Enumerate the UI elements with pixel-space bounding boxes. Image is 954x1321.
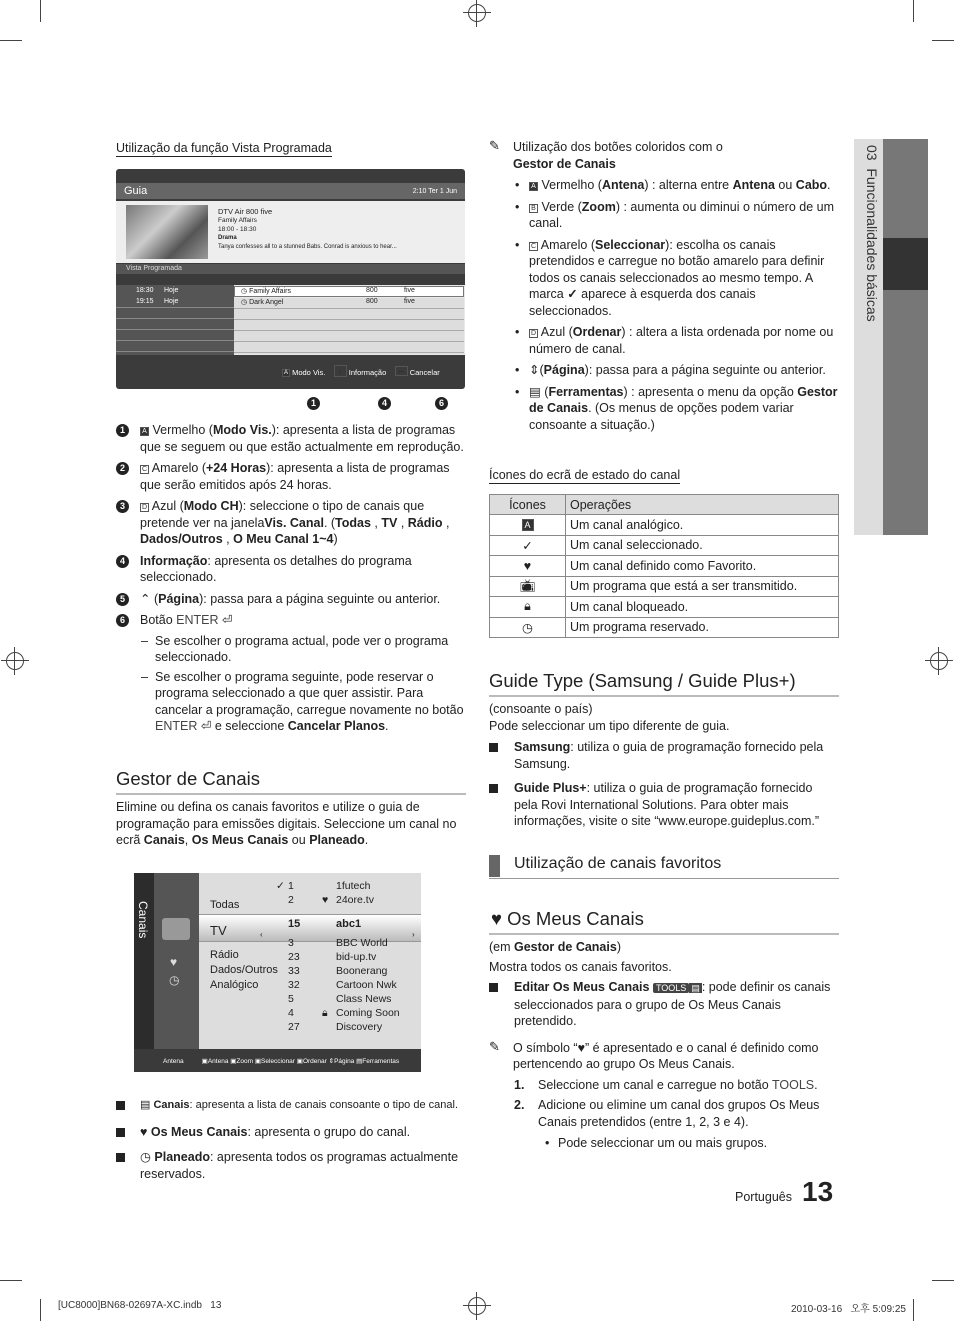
text: O símbolo “♥” é apresentado e o canal é definido como pertencendo ao grupo Os Meus Canais.: [513, 1040, 819, 1071]
table-cell: Um programa reservado.: [566, 617, 839, 638]
bullet-dot: •: [515, 325, 520, 339]
antena-button[interactable]: Antena: [207, 1058, 229, 1065]
heart-icon: ♥: [322, 894, 329, 906]
blue-key-icon: D: [141, 504, 148, 511]
yellow-key-icon: C: [530, 242, 537, 250]
label-bold: Página: [543, 363, 585, 377]
step-number: 1.: [514, 1077, 525, 1092]
label-bold: +24 Horas: [205, 461, 267, 475]
text: ) : alterna entre: [644, 178, 733, 192]
canais-screenshot: [134, 873, 421, 1072]
table-row: [490, 576, 839, 597]
text: : apresenta os detalhes do programa seleccionado.: [140, 553, 412, 584]
text: ) : aumenta ou diminui o número de um canal.: [529, 199, 834, 230]
list-item: [489, 979, 839, 1030]
category-todas[interactable]: Todas: [210, 899, 240, 911]
meus-title-box: [489, 908, 839, 935]
text: Azul (: [151, 499, 184, 513]
channel-number: 2: [288, 894, 294, 906]
channel-name: BBC World: [336, 937, 388, 949]
enter-key-icon: ⏎: [222, 613, 233, 627]
text: Amarelo (: [151, 461, 206, 475]
label-bold: Guide Plus+: [514, 781, 587, 795]
channel-name: Boonerang: [336, 965, 388, 977]
text: ): [616, 940, 621, 954]
text: (: [544, 384, 549, 399]
dash-item: – Se escolher o programa seguinte, pode reservar o programa seleccionado a que quer assistir. Para cancelar a programação, carregue novamente no botão ENTER ⏎ e seleccione Cancelar Planos.: [141, 669, 464, 733]
crop-mark: [932, 40, 954, 41]
text: ): passa para a página seguinte ou anterior.: [584, 363, 826, 377]
program-time: 18:00 - 18:30: [218, 226, 257, 233]
channel-number: 4: [288, 1007, 294, 1019]
ferramentas-button[interactable]: Ferramentas: [362, 1058, 400, 1065]
callout-1: 1: [307, 397, 320, 410]
check-icon: ✓: [522, 538, 533, 553]
channel-number: 3: [288, 937, 294, 949]
check-icon: ✓: [276, 880, 285, 892]
label-bold: Seleccionar: [594, 237, 666, 252]
bullet-dot: •: [515, 178, 520, 192]
text: . (: [323, 515, 336, 530]
return-key-icon: ↩: [395, 366, 408, 376]
fav-heading: Utilização de canais favoritos: [514, 855, 722, 872]
text: Se escolher o programa actual, pode ver o programa seleccionado.: [155, 633, 449, 664]
seleccionar-button[interactable]: Seleccionar: [261, 1058, 295, 1065]
text: (em: [489, 940, 514, 954]
list-item: [489, 324, 839, 357]
canais-footer: [134, 1049, 421, 1072]
green-key-icon: B: [529, 204, 538, 213]
text: ) : apresenta o menu da opção: [623, 384, 798, 399]
list-item: [489, 780, 839, 830]
channel-name: 1futech: [336, 880, 371, 892]
list-item: [116, 498, 466, 548]
registration-mark-icon: [468, 1297, 486, 1315]
label-bold: Gestor de Canais: [513, 156, 616, 171]
text: (: [539, 363, 544, 377]
text: .: [364, 833, 369, 847]
label-bold: TV: [381, 515, 398, 530]
row-channel-name: five: [404, 287, 415, 294]
icons-heading: Ícones do ecrã de estado do canal: [489, 468, 681, 482]
label-bold: Vis. Canal: [264, 515, 324, 530]
tools-icon: ▤: [691, 983, 700, 993]
category-analogico[interactable]: Analógico: [210, 979, 259, 991]
tools-label: TOOLS: [771, 1077, 815, 1092]
pagina-button[interactable]: Página: [334, 1058, 355, 1065]
text: ): escolha os canais pretendidos e carregue no botão amarelo para definir todos os canais seleccionados ao mesmo tempo. A marca: [529, 237, 825, 301]
canais-side-label: Canais: [136, 901, 150, 939]
vista-heading: Utilização da função Vista Programada: [116, 141, 332, 155]
gestor-text: [116, 799, 466, 849]
crop-mark: [0, 40, 22, 41]
table-row: [490, 515, 839, 536]
list-item: [489, 362, 839, 379]
crop-mark: [932, 1280, 954, 1281]
channel-number: 1: [288, 880, 294, 892]
text: Seleccione um canal e carregue no botão: [538, 1077, 772, 1092]
bullet-square: [116, 1128, 125, 1137]
program-genre: Drama: [218, 235, 237, 241]
gestor-title: Gestor de Canais: [116, 768, 466, 795]
bullet-square: [489, 983, 498, 992]
modo-vis-button[interactable]: Modo Vis.: [292, 368, 326, 377]
yellow-key-icon: C: [141, 466, 148, 473]
list-item: [116, 553, 466, 586]
row-channel: 800: [366, 298, 378, 305]
label-bold: Os Meus Canais: [150, 1124, 248, 1139]
label-bold: Cabo: [795, 178, 828, 192]
bullet-dot: •: [515, 237, 520, 252]
list-label: Vista Programada: [126, 265, 182, 272]
red-key-icon: A: [140, 427, 149, 436]
text: Adicione ou elimine um canal dos grupos Os Meus Canais pretendidos (entre 1, 2, 3 e 4).: [538, 1098, 820, 1129]
footer-antena: Antena: [163, 1058, 184, 1065]
channel-info: DTV Air 800 five: [218, 207, 273, 216]
text: .: [827, 178, 831, 192]
table-cell: Um canal seleccionado.: [566, 535, 839, 556]
heart-icon: ♥: [140, 1124, 148, 1139]
item-number: 4: [116, 555, 129, 568]
chapter-label: [856, 145, 880, 405]
enter-key-icon: ⏎: [200, 719, 212, 733]
channel-number: 5: [288, 993, 294, 1005]
chapter-number: 03: [864, 145, 880, 161]
text: ,: [370, 515, 382, 530]
page-number: 13: [802, 1176, 834, 1207]
text: Azul (: [540, 325, 573, 339]
meus-title: Os Meus Canais: [507, 908, 644, 929]
label-bold: Ordenar: [572, 325, 622, 339]
text: : utiliza o guia de programação fornecido pela Samsung.: [514, 740, 824, 771]
text: : apresenta todos os programas actualmente reservados.: [140, 1150, 459, 1181]
item-number: 6: [116, 614, 129, 627]
text: ,: [442, 515, 450, 530]
list-item: [116, 612, 466, 629]
category-tv[interactable]: TV: [210, 923, 227, 938]
channel-number: 27: [288, 1021, 300, 1033]
chapter-tab-marker: [883, 238, 928, 290]
clock-icon[interactable]: ◷: [169, 973, 180, 987]
item-number: 3: [116, 500, 129, 513]
label-bold: Página: [158, 591, 200, 606]
label-bold: Planeado: [154, 1150, 210, 1164]
row-channel: 800: [366, 287, 378, 294]
channel-name: Coming Soon: [336, 1007, 400, 1019]
enter-label: ENTER: [176, 613, 219, 627]
sub-bullet: [489, 1135, 839, 1152]
bullet-dot: •: [515, 384, 520, 399]
label-bold: Modo CH: [183, 499, 239, 513]
label-bold: Samsung: [514, 740, 571, 754]
label-bold: Antena: [601, 178, 645, 192]
registration-mark-icon: [6, 652, 24, 670]
channel-number: 32: [288, 979, 300, 991]
chevron-left-icon: ‹: [260, 930, 263, 939]
callout-4: 4: [378, 397, 391, 410]
channel-list-icon[interactable]: [162, 918, 190, 940]
step: [489, 1077, 839, 1094]
channel-number: 15: [288, 918, 301, 930]
category-radio[interactable]: Rádio: [210, 949, 239, 961]
list-item: [116, 460, 466, 493]
table-row: [490, 556, 839, 577]
crop-mark: [40, 0, 41, 22]
file-info: [UC8000]BN68-02697A-XC.indb 13: [58, 1300, 222, 1311]
red-key-icon: ▣: [201, 1058, 208, 1065]
list-item: [489, 739, 839, 772]
text: ): apresenta a lista de programas que se seguem ou que estão actualmente em reprodução.: [140, 423, 464, 454]
bullet-square: [116, 1101, 125, 1110]
bullet-square: [489, 784, 498, 793]
row-day: Hoje: [164, 287, 179, 294]
program-thumbnail: [126, 205, 208, 259]
guide-datetime: 2:10 Ter 1 Jun: [412, 188, 457, 195]
meus-text: Mostra todos os canais favoritos.: [489, 959, 672, 974]
channel-name: Discovery: [336, 1021, 383, 1033]
guide-title: Guia: [124, 185, 148, 197]
text: ,: [222, 532, 234, 546]
table-row: [490, 535, 839, 556]
dash-item: – Se escolher o programa actual, pode ver o programa seleccionado.: [141, 633, 449, 664]
lock-icon: 🔒︎: [524, 599, 531, 614]
text: : pode definir os canais seleccionados para o grupo de Os Meus Canais pretendido.: [514, 980, 831, 1028]
tools-icon: ▤: [529, 384, 541, 399]
list-item: [116, 1149, 466, 1182]
note: [489, 1040, 839, 1073]
step-number: 2.: [514, 1098, 525, 1112]
row-channel-name: five: [404, 298, 415, 305]
text: ): [333, 532, 338, 546]
label-bold: Dados/Outros: [140, 532, 223, 546]
tv-icon: 📺︎: [519, 578, 536, 593]
list-item: [489, 177, 839, 194]
label-bold: Ferramentas: [548, 384, 624, 399]
bullet-dot: •: [545, 1136, 550, 1150]
channel-name: 24ore.tv: [336, 894, 374, 906]
text: : utiliza o guia de programação fornecido pela Rovi International Solutions. Para obter mais informações, visite o site “www.europe.guideplus.com.”: [514, 781, 819, 828]
row-day: Hoje: [164, 298, 179, 305]
label-bold: Canais: [143, 833, 185, 847]
label-bold: Informação: [140, 553, 208, 568]
label-bold: Os Meus Canais: [191, 833, 289, 847]
text: ,: [184, 833, 192, 847]
guide-type-text: Pode seleccionar um tipo diferente de guia.: [489, 718, 730, 733]
guide-type-sub: (consoante o país): [489, 702, 593, 716]
table-cell: Um canal analógico.: [566, 515, 839, 536]
row-program: Family Affairs: [249, 288, 291, 295]
table-row: [490, 617, 839, 638]
page-updown-icon: ⌃: [140, 591, 151, 606]
channel-number: 23: [288, 951, 300, 963]
list-item: [116, 1124, 466, 1141]
list-item: [489, 199, 839, 232]
registration-mark-icon: [930, 652, 948, 670]
clock-icon: ◷: [522, 620, 533, 635]
table-cell: Um programa que está a ser transmitido.: [566, 576, 839, 597]
red-key-icon: A: [529, 182, 538, 191]
row-program: Dark Angel: [249, 299, 284, 306]
bullet-dot: •: [515, 199, 520, 214]
channel-list-icon: ▤: [140, 1099, 151, 1111]
text: Verde (: [541, 199, 582, 214]
label-bold: Canais: [153, 1099, 190, 1111]
text: .: [385, 719, 389, 733]
text: ou: [774, 178, 796, 192]
label-bold: Modo Vis.: [212, 423, 272, 437]
heart-icon: ♥: [491, 908, 502, 929]
item-number: 2: [116, 462, 129, 475]
green-key-icon: ▣: [230, 1058, 237, 1065]
list-item: [116, 422, 466, 455]
cancelar-button[interactable]: Cancelar: [409, 368, 440, 377]
text: Vermelho (: [152, 423, 213, 437]
language-label: Português: [735, 1190, 792, 1204]
list-item: [116, 1097, 466, 1114]
text: : apresenta a lista de canais consoante o tipo de canal.: [189, 1099, 459, 1111]
guide-type-title: Guide Type (Samsung / Guide Plus+): [489, 670, 839, 697]
text: ,: [397, 515, 408, 530]
page-icon: ⇕: [328, 1058, 335, 1065]
bullet-square: [116, 1153, 125, 1162]
guide-screenshot: Guia 2:10 Ter 1 Jun DTV Air 800 five Family Affairs 18:00 - 18:30 Drama Tanya confesses all to a stunned Babs. Conrad is anxious to hear... Vista Programada 18:30 Hoje ◷ Family Affairs 800 five 19:15 Hoje ◷ Dark Angel 800 five A Modo Vis. i Informação ↩ Cancelar: [116, 169, 465, 389]
text: . (Os menus de opções podem variar consoante a situação.): [529, 401, 794, 432]
label-bold: Zoom: [581, 199, 616, 214]
table-header: Ícones: [490, 495, 566, 515]
text: ): apresenta a lista de programas que serão emitidos após 24 horas.: [140, 461, 450, 492]
label-bold: Antena: [732, 178, 775, 192]
table-cell: Um canal bloqueado.: [566, 597, 839, 618]
info-key-icon: i: [334, 365, 347, 377]
chapter-title: Funcionalidades básicas: [864, 168, 880, 322]
label-bold: Rádio: [407, 515, 443, 530]
crop-mark: [0, 1280, 22, 1281]
zoom-button[interactable]: Zoom: [236, 1058, 254, 1065]
text: Amarelo (: [540, 237, 595, 252]
list-item: [489, 384, 839, 434]
note: [489, 139, 839, 172]
text: Pode seleccionar um ou mais grupos.: [558, 1136, 768, 1150]
program-name: Family Affairs: [218, 217, 257, 224]
label-bold: O Meu Canal 1~4: [233, 532, 334, 546]
chapter-tab-dark: [883, 139, 928, 535]
row-time: 19:15: [136, 298, 154, 305]
bullet-dot: •: [515, 363, 520, 377]
text: Botão: [140, 613, 177, 627]
print-date: 2010-03-16 오후 5:09:25: [791, 1304, 906, 1315]
crop-mark: [913, 1299, 914, 1321]
enter-label: ENTER: [155, 719, 198, 733]
blue-key-icon: ▣: [296, 1058, 303, 1065]
ordenar-button[interactable]: Ordenar: [302, 1058, 327, 1065]
analog-icon: A: [522, 519, 534, 531]
page-updown-icon: ⇕: [529, 363, 540, 377]
text: Elimine ou defina os canais favoritos e utilize o guia de programação para emissões digitais. Seleccione um canal no ecrã: [116, 800, 457, 847]
note-pencil-icon: ✎: [489, 138, 500, 153]
icons-table: [489, 494, 839, 638]
text: aparece à esquerda dos canais seleccionados.: [529, 287, 756, 318]
label-bold: Cancelar Planos: [287, 719, 386, 733]
channel-name: Class News: [336, 993, 392, 1005]
text: e seleccione: [211, 719, 288, 733]
text: (: [153, 591, 159, 606]
table-row: [490, 597, 839, 618]
list-item: [116, 591, 466, 608]
item-number: 5: [116, 593, 129, 606]
text: ): seleccione o tipo de canais que pretende ver na janela: [140, 499, 425, 530]
tools-icon: ▤: [356, 1058, 363, 1065]
step: [489, 1097, 839, 1130]
heart-icon: ♥: [523, 558, 532, 573]
text: ): passa para a página seguinte ou anterior.: [199, 591, 441, 606]
table-cell: Um canal definido como Favorito.: [566, 556, 839, 577]
check-icon: ✓: [567, 287, 578, 301]
channel-name: Cartoon Nwk: [336, 979, 397, 991]
list-item: [489, 237, 839, 320]
text: ) : altera a lista ordenada por nome ou número de canal.: [529, 325, 834, 356]
red-key-icon: A: [283, 370, 288, 376]
channel-name: abc1: [336, 918, 362, 930]
text: Se escolher o programa seguinte, pode reservar o programa seleccionado a que quer assistir. Para cancelar a programação, carregue novamente no botão: [155, 669, 464, 717]
heart-icon[interactable]: ♥: [170, 955, 178, 969]
label-bold: Gestor de Canais: [514, 940, 617, 954]
blue-key-icon: D: [530, 330, 537, 337]
label-bold: Planeado: [309, 833, 365, 847]
informacao-button[interactable]: Informação: [348, 368, 387, 377]
label-bold: Todas: [335, 515, 371, 530]
tools-badge: TOOLS: [653, 983, 689, 993]
yellow-key-icon: ▣: [254, 1058, 261, 1065]
row-time: 18:30: [136, 287, 154, 294]
channel-number: 33: [288, 965, 300, 977]
fav-heading-box: [489, 853, 839, 879]
text: Vermelho (: [541, 178, 602, 192]
item-number: 1: [116, 424, 129, 437]
registration-mark-icon: [468, 4, 486, 22]
text: .: [814, 1077, 818, 1092]
category-dados[interactable]: Dados/Outros: [210, 964, 278, 976]
clock-icon: ◷: [140, 1150, 151, 1164]
text: : apresenta o grupo do canal.: [247, 1124, 411, 1139]
lock-icon: 🔒︎: [322, 1007, 328, 1019]
label-bold: Editar Os Meus Canais: [514, 980, 650, 994]
text: ou: [288, 833, 310, 847]
channel-name: bid-up.tv: [336, 951, 377, 963]
crop-mark: [40, 1299, 41, 1321]
text: Utilização dos botões coloridos com o: [513, 140, 723, 154]
table-header: Operações: [566, 495, 839, 515]
chevron-right-icon: ›: [412, 930, 415, 939]
program-description: Tanya confesses all to a stunned Babs. Conrad is anxious to hear...: [218, 244, 397, 250]
meus-em: [489, 939, 839, 956]
crop-mark: [913, 0, 914, 22]
label-bold: Gestor de Canais: [529, 384, 838, 415]
callout-6: 6: [435, 397, 448, 410]
note-pencil-icon: ✎: [489, 1038, 500, 1054]
bullet-square: [489, 743, 498, 752]
